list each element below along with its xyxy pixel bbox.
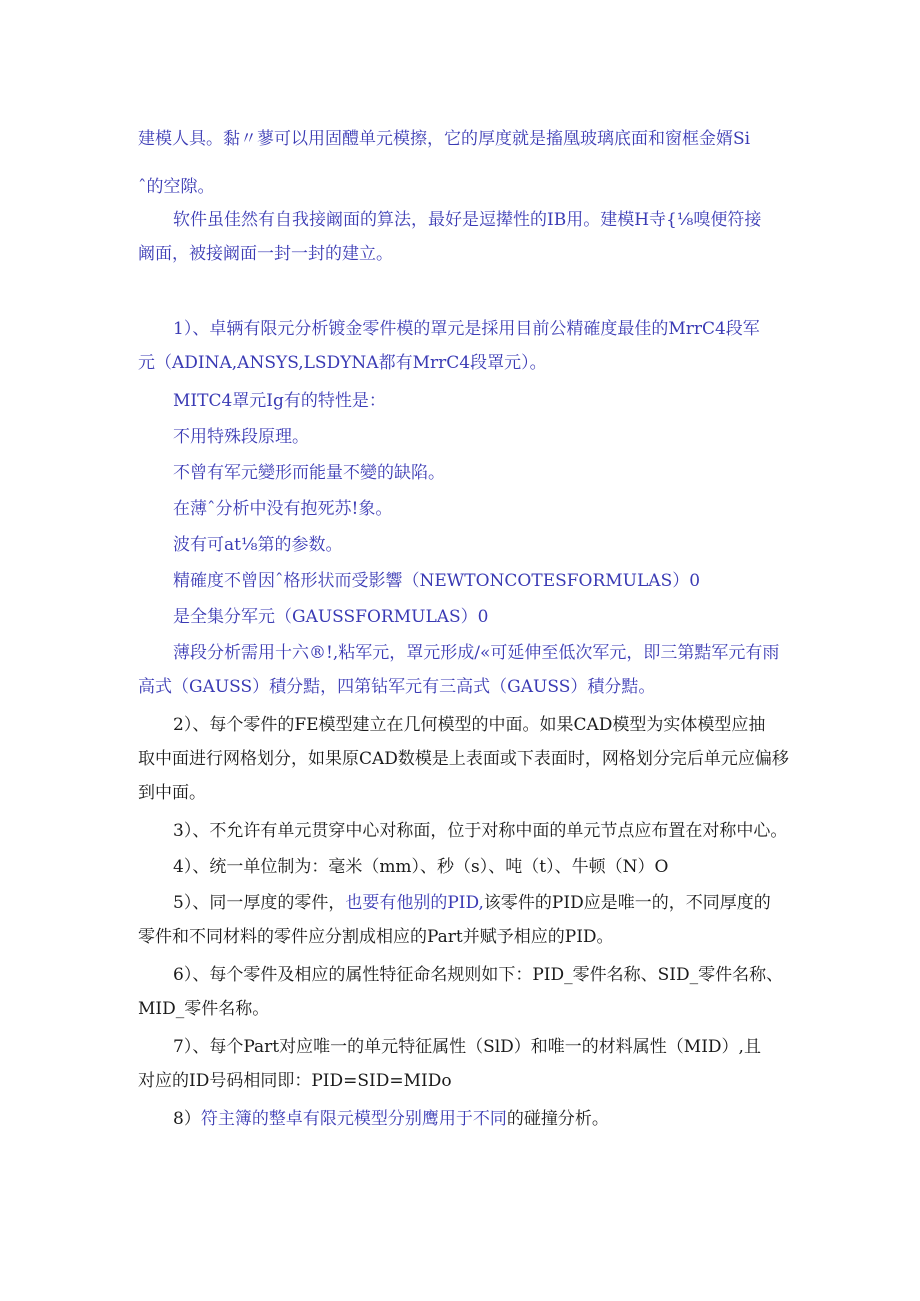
- paragraph-12: [138, 708, 788, 810]
- paragraph-18: [138, 1102, 788, 1136]
- paragraph-12-line-2: 取中面进行网格划分，如果原CAD数模是上表面或下表面时，网格划分完后单元应偏移: [138, 749, 789, 769]
- paragraph-16-line-2: MID_零件名称。: [138, 999, 270, 1019]
- paragraph-14: 4）、统一单位制为：毫米（mm）、秒（s）、吨（t）、牛顿（N）O: [173, 857, 669, 877]
- paragraph-4: MITC4罩元Ig有的特性是：: [173, 391, 386, 411]
- paragraph-16-line-1: 6）、每个零件及相应的属性特征命名规则如下：PID_零件名称、SID_零件名称、: [173, 965, 784, 985]
- paragraph-5: 不用特殊段原理。: [173, 427, 309, 447]
- paragraph-8: 波有可at⅛第的参数。: [173, 535, 343, 555]
- paragraph-2: [138, 203, 788, 271]
- paragraph-12-line-3: 到中面。: [138, 783, 206, 803]
- paragraph-7: 在薄ˆ分析中没有抱死苏!象。: [173, 499, 393, 519]
- paragraph-3: [138, 312, 788, 380]
- paragraph-15: [138, 886, 788, 954]
- paragraph-18-line-1: [138, 1102, 788, 1136]
- paragraph-3-line-2: 元（ADINA,ANSYS,LSDYNA都有MrrC4段罩元）。: [138, 353, 547, 373]
- paragraph-3-line-1: 1）、卓辆有限元分析镀金零件模的罩元是採用目前公精確度最佳的MrrC4段军: [173, 319, 760, 339]
- paragraph-6: 不曾有军元變形而能量不變的缺陷。: [173, 463, 445, 483]
- paragraph-15-segment-a: 5）、同一厚度的零件，: [173, 893, 346, 913]
- paragraph-12-line-1: 2）、每个零件的FE模型建立在几何模型的中面。如果CAD模型为实体模型应抽: [173, 715, 766, 735]
- paragraph-9: 精確度不曾因ˆ格形状而受影響（NEWTONCOTESFORMULAS）0: [173, 571, 701, 591]
- paragraph-1: [138, 122, 788, 204]
- paragraph-18-segment-b: 符主簿的整卓有限元模型分别鹰用于不同: [200, 1109, 507, 1129]
- paragraph-15-line-2: 零件和不同材料的零件应分割成相应的Part并赋予相应的PID。: [138, 927, 614, 947]
- paragraph-17: [138, 1030, 788, 1098]
- paragraph-2-line-1: 软件虽佳然有自我接阚面的算法，最好是逗撵性的IB用。建模H寺{⅛嗅便符接: [173, 210, 762, 230]
- paragraph-1-line-1: 建模人具。黏〃蓼可以用固醴单元模擦，它的厚度就是搐凰玻璃底面和窗框金婿Si: [138, 129, 751, 149]
- paragraph-10: 是全集分军元（GAUSSFORMULAS）0: [173, 607, 489, 627]
- paragraph-15-segment-c: 该零件的PID应是唯一的，不同厚度的: [483, 893, 771, 913]
- paragraph-15-line-1: [138, 886, 788, 920]
- paragraph-18-segment-a: 8）: [173, 1109, 201, 1129]
- paragraph-17-line-2: 对应的ID号码相同即：PID=SID=MIDo: [138, 1071, 452, 1091]
- paragraph-11-line-1: 薄段分析需用十六®!,粘军元，罩元形成/«可延伸至低次军元，即三第黠军元有雨: [173, 643, 780, 663]
- paragraph-18-segment-c: 的碰撞分析。: [506, 1109, 609, 1129]
- paragraph-11: [138, 636, 788, 704]
- paragraph-11-line-2: 高式（GAUSS）積分黠，四第钻军元有三高式（GAUSS）積分黠。: [138, 677, 656, 697]
- paragraph-16: [138, 958, 788, 1026]
- paragraph-1-line-2: ˆ的空隙。: [138, 177, 215, 197]
- paragraph-17-line-1: 7）、每个Part对应唯一的单元特征属性（SlD）和唯一的材料属性（MID）,且: [173, 1037, 761, 1057]
- paragraph-15-segment-b: 也要有他别的PID,: [345, 893, 484, 913]
- paragraph-13: 3）、不允许有单元贯穿中心对称面，位于对称中面的单元节点应布置在对称中心。: [173, 821, 788, 841]
- paragraph-2-line-2: 阚面，被接阚面一封一封的建立。: [138, 244, 393, 264]
